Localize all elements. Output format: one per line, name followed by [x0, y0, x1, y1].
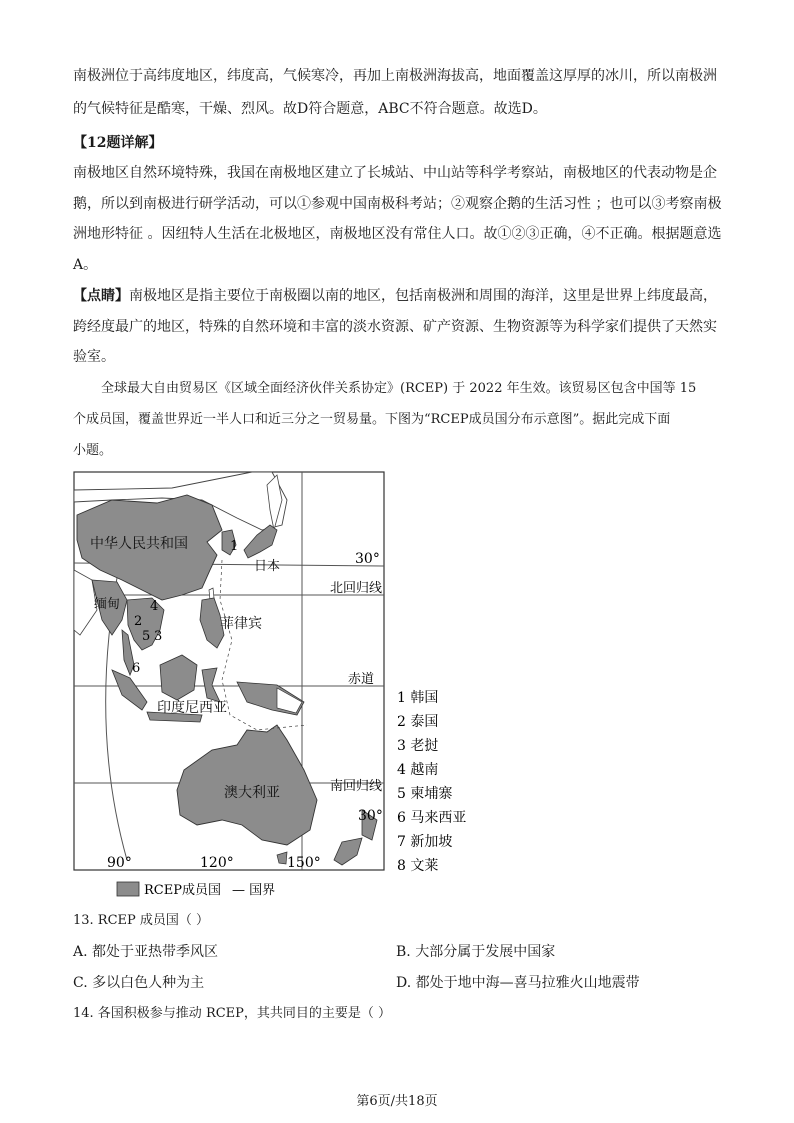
legend-border-label: — 国界: [232, 883, 276, 898]
key-item-7: 7 新加坡: [397, 834, 453, 850]
rcep-map: [72, 470, 472, 910]
q12-heading: 【12题详解】: [73, 135, 163, 151]
legend-member-label: RCEP成员国: [144, 883, 221, 898]
label-japan: 日本: [254, 559, 281, 574]
q12-line-3: 洲地形特征 。因纽特人生活在北极地区，南极地区没有常住人口。故①②③正确，④不正确。根据题意选: [73, 226, 722, 242]
q13-option-d[interactable]: D. 都处于地中海—喜马拉雅火山地震带: [396, 975, 640, 991]
q12-line-1: 南极地区自然环境特殊，我国在南极地区建立了长城站、中山站等科学考察站，南极地区的代表动物是企: [73, 165, 717, 181]
lat-label-equator: 赤道: [348, 672, 375, 687]
label-indonesia: 印度尼西亚: [157, 700, 227, 716]
key-item-5: 5 柬埔寨: [397, 786, 453, 802]
q12-line-4: A。: [73, 257, 98, 273]
q14-stem: 14. 各国积极参与推动 RCEP，其共同目的主要是（ ）: [73, 1006, 392, 1021]
label-philippines: 菲律宾: [220, 616, 262, 632]
key-item-1: 1 韩国: [397, 690, 439, 706]
key-item-4: 4 越南: [397, 762, 439, 778]
q13-option-b[interactable]: B. 大部分属于发展中国家: [396, 944, 556, 960]
q13-stem: 13. RCEP 成员国（ ）: [73, 913, 210, 928]
lat-label-30n: 30°: [355, 551, 380, 567]
lat-label-tropic-south: 南回归线: [330, 779, 383, 794]
q13-option-c[interactable]: C. 多以白色人种为主: [73, 975, 205, 991]
key-item-6: 6 马来西亚: [397, 810, 467, 826]
num-label-korea: 1: [230, 539, 239, 554]
key-item-3: 3 老挝: [397, 738, 439, 754]
label-china: 中华人民共和国: [90, 536, 188, 552]
remark-line-1: [73, 286, 717, 306]
label-myanmar: 缅甸: [94, 597, 121, 612]
num-label-laos: 3: [154, 629, 163, 644]
num-label-cambodia: 5: [142, 629, 151, 644]
intro-line-3: 小题。: [73, 443, 113, 458]
num-label-thailand: 2: [134, 614, 143, 629]
key-item-8: 8 文莱: [397, 858, 439, 874]
lat-label-30s: 30°: [358, 808, 383, 824]
label-australia: 澳大利亚: [224, 785, 280, 801]
q13-option-a[interactable]: A. 都处于亚热带季风区: [73, 944, 219, 960]
q12-line-2: 鹅，所以到南极进行研学活动，可以①参观中国南极科考站；②观察企鹅的生活习性 ；也可以③考察南极: [73, 196, 722, 212]
intro-line-1: 全球最大自由贸易区《区域全面经济伙伴关系协定》(RCEP) 于 2022 年生效。该贸易区包含中国等 15: [101, 381, 697, 396]
rcep-map-figure: [72, 470, 472, 910]
lon-label-120: 120°: [200, 855, 234, 871]
remark-line-2: 跨经度最广的地区，特殊的自然环境和丰富的淡水资源、矿产资源、生物资源等为科学家们提供了天然实: [73, 319, 717, 335]
paragraph-1-line-1: 南极洲位于高纬度地区，纬度高，气候寒冷，再加上南极洲海拔高，地面覆盖这厚厚的冰川，所以南极洲: [73, 68, 717, 84]
legend-member-swatch: [117, 882, 139, 896]
remark-text-1: 南极地区是指主要位于南极圈以南的地区，包括南极洲和周围的海洋，这里是世界上纬度最高，: [129, 288, 717, 304]
lon-label-90: 90°: [107, 855, 132, 871]
remark-line-3: 验室。: [73, 349, 115, 365]
remark-label: 【点睛】: [73, 288, 129, 304]
key-item-2: 2 泰国: [397, 714, 439, 730]
intro-line-2: 个成员国，覆盖世界近一半人口和近三分之一贸易量。下图为“RCEP成员国分布示意图”。据此完成下面: [73, 412, 671, 427]
lon-label-150: 150°: [287, 855, 321, 871]
num-label-malaysia: 6: [132, 661, 141, 676]
lat-label-tropic-north: 北回归线: [330, 581, 383, 596]
num-label-vietnam: 4: [150, 599, 159, 614]
page-footer: 第6页/共18页: [356, 1094, 438, 1109]
paragraph-1-line-2: 的气候特征是酷寒，干燥、烈风。故D符合题意，ABC不符合题意。故选D。: [73, 101, 547, 117]
